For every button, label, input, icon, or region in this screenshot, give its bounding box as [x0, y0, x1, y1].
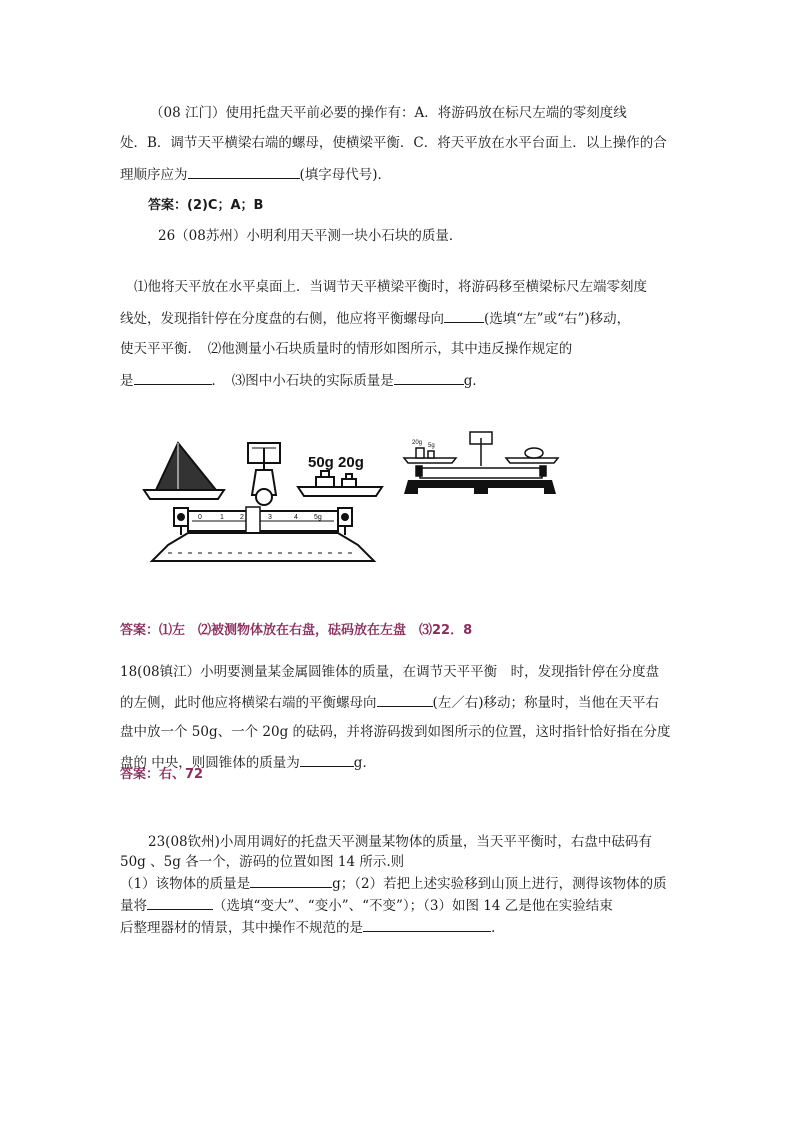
q2-answer: 答案：⑴左 ⑵被测物体放在右盘，砝码放在左盘 ⑶22．8: [120, 623, 473, 638]
q2-line1: 26（08苏州）小明利用天平测一块小石块的质量．: [158, 228, 463, 244]
q4-line2: 50g 、5g 各一个，游码的位置如图 14 所示.则: [120, 854, 405, 870]
q2-line4: 使天平平衡． ⑵他测量小石块质量时的情形如图所示，其中违反操作规定的: [120, 341, 573, 357]
fig2-weight-5g: 5g: [428, 443, 435, 449]
fig1-scale-3: 3: [268, 514, 272, 521]
fig1-scale-0: 0: [198, 514, 202, 521]
fig1-scale-4: 4: [294, 514, 298, 521]
q3-line4: 盘的 中央，则圆锥体的质量为 g．: [120, 755, 376, 771]
q4-line1: 23(08钦州)小周用调好的托盘天平测量某物体的质量，当天平平衡时，右盘中砝码有: [148, 834, 652, 850]
q4-blank-1: [250, 874, 332, 888]
q1-line3: 理顺序应为 (填字母代号)．: [120, 167, 392, 183]
fig1-scale-1: 1: [220, 514, 224, 521]
q2-blank-3: [394, 371, 464, 385]
balance-figure-2: [398, 428, 563, 508]
q1-answer: 答案：(2)C；A；B: [148, 198, 264, 213]
q4-blank-2: [147, 896, 213, 910]
q1-answer-blank: [188, 165, 300, 179]
q3-blank-1: [377, 693, 433, 707]
q1-line2: 处．B．调节天平横梁右端的螺母，使横梁平衡．C．将天平放在水平台面上．以上操作的合: [120, 135, 667, 151]
q2-blank-1: [444, 309, 484, 323]
q2-line5: 是 ． ⑶图中小石块的实际质量是 g．: [120, 373, 486, 389]
fig1-scale-2: 2: [240, 514, 244, 521]
q4-line5: 后整理器材的情景，其中操作不规范的是 .: [120, 920, 496, 936]
fig1-scale-5: 5g: [314, 514, 322, 521]
balance-figure-1: [138, 435, 388, 575]
fig2-weight-20g: 20g: [412, 440, 423, 446]
q4-line3: （1）该物体的质量是 g；（2）若把上述实验移到山顶上进行，测得该物体的质: [120, 876, 667, 892]
q2-blank-2: [134, 371, 212, 385]
q3-line1: 18(08镇江）小明要测量某金属圆锥体的质量，在调节天平平衡 时，发现指针停在分度盘: [120, 664, 660, 680]
q3-line3: 盘中放一个 50g、一个 20g 的砝码，并将游码拨到如图所示的位置，这时指针恰好指在分度: [120, 724, 671, 740]
q4-line4: 量将 （选填“变大”、“变小”、“不变”）；（3）如图 14 乙是他在实验结束: [120, 898, 613, 914]
fig1-weights-label: 50g 20g: [308, 454, 364, 471]
q3-answer: 答案：右、72: [120, 767, 204, 782]
q1-line1: （08 江门）使用托盘天平前必要的操作有：A．将游码放在标尺左端的零刻度线: [150, 105, 627, 121]
q2-line3: 线处，发现指针停在分度盘的右侧，他应将平衡螺母向 (选填“左”或“右”)移动，: [120, 311, 631, 327]
q3-blank-2: [300, 753, 354, 767]
q4-blank-3: [363, 918, 491, 932]
q3-line2: 的左侧，此时他应将横梁右端的平衡螺母向 (左／右)移动；称量时，当他在天平右: [120, 695, 660, 711]
q2-line2: ⑴他将天平放在水平桌面上．当调节天平横梁平衡时，将游码移至横梁标尺左端零刻度: [134, 279, 647, 295]
